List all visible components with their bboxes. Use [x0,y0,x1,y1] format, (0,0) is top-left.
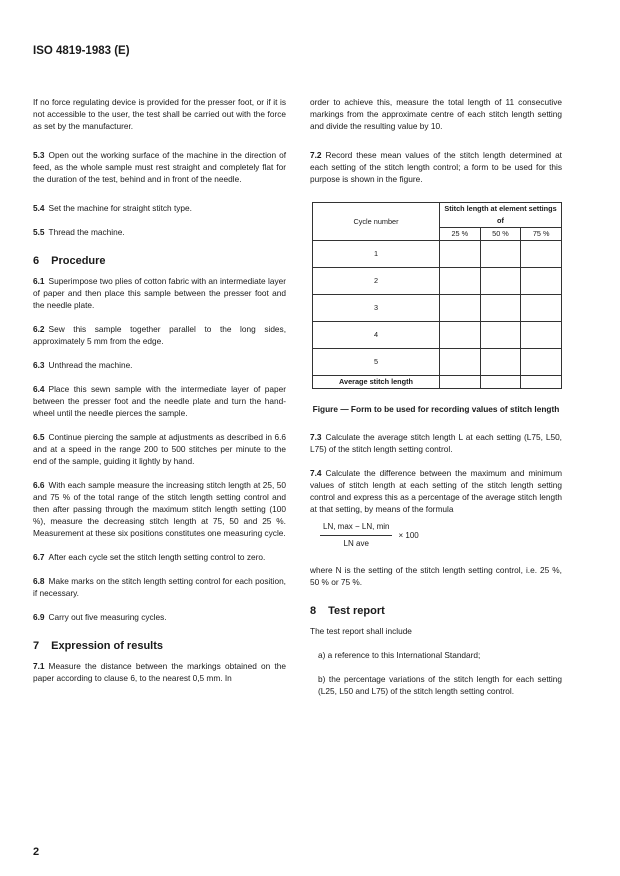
table-row [313,268,562,295]
stitch-length-group-header: Stitch length at element settings of [440,203,562,228]
clause-6-5: 6.5 Continue piercing the sample at adjustments as described in 6.6 and at a speed in the range 200 to 500 stitches per minute to the end of the sample, guiding it lightly by hand. [33,432,286,466]
report-item-a: a) a reference to this International Standard; [318,650,481,660]
clause-6-3: 6.3 Unthread the machine. [33,360,133,370]
table-row [313,349,562,376]
formula-numerator: LN, max − LN, min [320,521,392,536]
section-6-heading: 6 Procedure [33,255,106,267]
value-cell [480,295,521,322]
value-cell [480,322,521,349]
percentage-formula [320,521,562,550]
clause-7-3: 7.3 Calculate the average stitch length L at each setting (L75, L50, L75) of the stitch length setting control. [310,432,562,454]
average-stitch-length-label: Average stitch length [313,376,440,389]
value-cell [480,349,521,376]
cycle-number-header: Cycle number [313,203,440,241]
table-row [313,322,562,349]
cycle-number-cell: 4 [313,322,440,349]
clause-6-8: 6.8 Make marks on the stitch length setting control for each position, if necessary. [33,576,286,598]
value-cell [480,376,521,389]
value-cell [440,268,481,295]
page-number: 2 [33,846,40,858]
formula-multiplier: × 100 [398,530,419,540]
section-8-heading: 8 Test report [310,605,385,617]
table-row [313,295,562,322]
cycle-number-cell: 2 [313,268,440,295]
value-cell [440,349,481,376]
clause-6-9: 6.9 Carry out five measuring cycles. [33,612,167,622]
column-25-header: 25 % [440,228,481,241]
table-row [313,241,562,268]
intro-paragraph: If no force regulating device is provided for the presser foot, or if it is not accessible to the user, the test shall be carried out with the force as set by the manufacturer. [33,97,286,131]
clause-7-2: 7.2 Record these mean values of the stitch length determined at each setting of the stitch length control; a form to be used for this purpose is shown in the figure. [310,150,562,184]
continuation-paragraph: order to achieve this, measure the total length of 11 consecutive markings from the approximate centre of each stitch length setting and divide the resulting value by 10. [310,97,562,131]
table-row [313,376,562,389]
cycle-number-cell: 5 [313,349,440,376]
cycle-number-cell: 3 [313,295,440,322]
clause-5-4: 5.4 Set the machine for straight stitch type. [33,203,192,213]
clause-6-4: 6.4 Place this sewn sample with the intermediate layer of paper between the presser foot and the needle plate and turn the hand-wheel until the needle pierces the sample. [33,384,286,418]
clause-7-1: 7.1 Measure the distance between the markings obtained on the paper according to clause 6, to the nearest 0,5 mm. In [33,661,286,683]
right-column [310,96,562,709]
value-cell [521,268,562,295]
value-cell [440,295,481,322]
clause-6-7: 6.7 After each cycle set the stitch length setting control to zero. [33,552,266,562]
section-7-heading: 7 Expression of results [33,640,163,652]
column-50-header: 50 % [480,228,521,241]
formula-denominator: LN ave [343,539,369,548]
cycle-number-cell: 1 [313,241,440,268]
recording-form-table [312,202,562,389]
clause-5-3: 5.3 Open out the working surface of the machine in the direction of feed, as the whole sample must rest straight and completely flat for the duration of the test, behind and in front of the needle. [33,150,286,184]
value-cell [521,349,562,376]
value-cell [480,268,521,295]
column-75-header: 75 % [521,228,562,241]
left-column [33,96,286,696]
value-cell [440,322,481,349]
value-cell [521,322,562,349]
report-item-b: b) the percentage variations of the stitch length for each setting (L25, L50 and L75) of the stitch length setting control. [318,674,562,696]
value-cell [521,376,562,389]
value-cell [521,295,562,322]
value-cell [440,241,481,268]
clause-7-4: 7.4 Calculate the difference between the maximum and minimum values of stitch length at each setting of the stitch length setting control and express this as a percentage of the average stitch length at that setting, by means of the formula [310,468,562,514]
where-clause: where N is the setting of the stitch length setting control, i.e. 25 %, 50 % or 75 %. [310,565,562,587]
clause-6-2: 6.2 Sew this sample together parallel to the long sides, approximately 5 mm from the edge. [33,324,286,346]
value-cell [480,241,521,268]
document-header: ISO 4819-1983 (E) [33,45,130,57]
value-cell [440,376,481,389]
figure-caption: Figure — Form to be used for recording values of stitch length [312,404,560,414]
clause-6-1: 6.1 Superimpose two plies of cotton fabric with an intermediate layer of paper and then place this sample between the presser foot and the needle plate. [33,276,286,310]
report-intro: The test report shall include [310,626,412,636]
clause-5-5: 5.5 Thread the machine. [33,227,125,237]
value-cell [521,241,562,268]
clause-6-6: 6.6 With each sample measure the increasing stitch length at 25, 50 and 75 % of the total range of the stitch length setting control and then after passing through the maximum stitch length setting (100 %), measure the decreasing stitch length at 75, 50 and 25 %. Measurement at these six positions constitutes one measuring cycle. [33,480,286,538]
